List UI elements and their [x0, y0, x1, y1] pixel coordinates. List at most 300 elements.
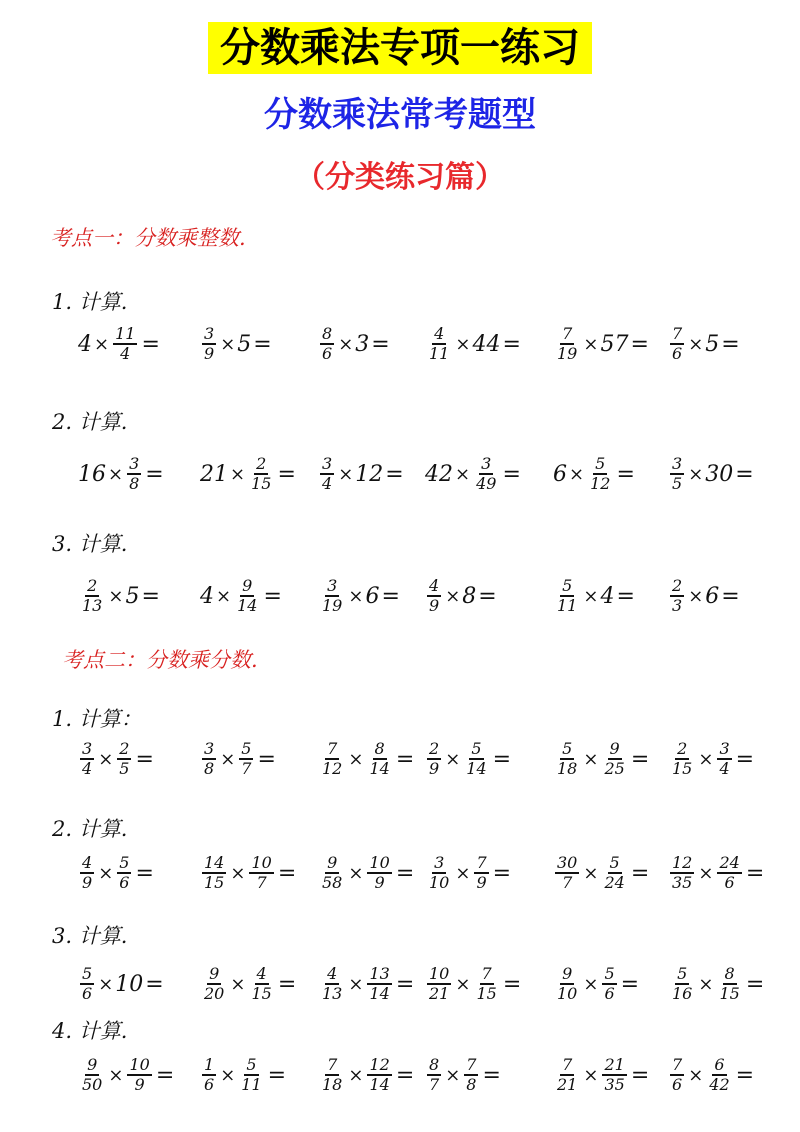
times-sign: ×: [583, 862, 599, 884]
denominator: 21: [429, 984, 450, 1003]
math-problem: [318, 842, 414, 904]
times-sign: ×: [108, 463, 124, 485]
numerator: 3: [327, 576, 338, 595]
denominator: 42: [709, 1075, 730, 1094]
numerator: 4: [327, 964, 338, 983]
fraction: [80, 741, 94, 777]
fraction: [474, 966, 498, 1002]
times-sign: ×: [583, 585, 599, 607]
times-sign: ×: [98, 973, 114, 995]
math-problem: [425, 565, 497, 627]
numerator: 6: [714, 1055, 725, 1074]
equals-sign: =: [381, 583, 400, 609]
numerator: 3: [322, 454, 333, 473]
math-problem: [553, 443, 635, 505]
fraction: [555, 855, 579, 891]
numerator: 2: [256, 454, 267, 473]
equals-sign: =: [277, 860, 297, 886]
integer: 4: [200, 583, 214, 609]
times-sign: ×: [94, 333, 110, 355]
equals-sign: =: [395, 1062, 415, 1088]
denominator: 13: [82, 596, 103, 615]
fraction: [320, 578, 344, 614]
times-sign: ×: [348, 973, 364, 995]
math-problem: [425, 1044, 501, 1106]
denominator: 9: [476, 873, 487, 892]
times-sign: ×: [455, 463, 471, 485]
denominator: 7: [429, 1075, 440, 1094]
problem-row: [0, 313, 800, 375]
fraction: [717, 741, 731, 777]
group-label: 3. 计算.: [52, 532, 128, 556]
equals-sign: =: [263, 583, 282, 609]
times-sign: ×: [455, 862, 471, 884]
fraction: [127, 456, 141, 492]
times-sign: ×: [445, 1064, 461, 1086]
numerator: 8: [429, 1055, 440, 1074]
equals-sign: =: [630, 860, 650, 886]
times-sign: ×: [220, 1064, 236, 1086]
denominator: 9: [374, 873, 385, 892]
math-problem: [200, 313, 272, 375]
denominator: 16: [672, 984, 693, 1003]
fraction: [235, 578, 259, 614]
fraction: [555, 741, 579, 777]
group-label: 1. 计算.: [52, 290, 128, 314]
denominator: 19: [322, 596, 343, 615]
numerator: 5: [82, 964, 93, 983]
fraction: [320, 855, 344, 891]
numerator: 8: [724, 964, 735, 983]
fraction: [239, 741, 253, 777]
numerator: 7: [672, 1055, 683, 1074]
equals-sign: =: [616, 583, 635, 609]
numerator: 7: [327, 1055, 338, 1074]
numerator: 10: [129, 1055, 150, 1074]
numerator: 10: [369, 853, 390, 872]
math-problem: [553, 842, 649, 904]
math-problem: [425, 443, 521, 505]
numerator: 4: [429, 576, 440, 595]
denominator: 11: [241, 1075, 262, 1094]
page-title: 分数乘法专项一练习: [208, 22, 592, 74]
denominator: 50: [82, 1075, 103, 1094]
denominator: 25: [604, 759, 625, 778]
equals-sign: =: [145, 461, 164, 487]
numerator: 7: [672, 324, 683, 343]
fraction: [249, 855, 273, 891]
page-subtitle: 分数乘法常考题型: [264, 95, 536, 135]
numerator: 7: [562, 1055, 573, 1074]
math-problem: [78, 313, 160, 375]
denominator: 49: [476, 474, 497, 493]
integer: 42: [425, 461, 453, 487]
denominator: 10: [429, 873, 450, 892]
integer: 4: [600, 583, 615, 609]
fraction: [320, 456, 334, 492]
fraction: [367, 741, 391, 777]
denominator: 6: [322, 344, 333, 363]
denominator: 4: [322, 474, 333, 493]
fraction: [670, 741, 694, 777]
numerator: 3: [481, 454, 492, 473]
times-sign: ×: [220, 748, 236, 770]
math-problem: [318, 565, 400, 627]
equals-sign: =: [492, 860, 512, 886]
numerator: 24: [719, 853, 740, 872]
fraction: [555, 326, 579, 362]
denominator: 15: [719, 984, 740, 1003]
equals-sign: =: [267, 1062, 287, 1088]
math-problem: [78, 1044, 174, 1106]
times-sign: ×: [348, 1064, 364, 1086]
times-sign: ×: [230, 463, 246, 485]
times-sign: ×: [98, 748, 114, 770]
numerator: 9: [209, 964, 220, 983]
fraction: [367, 855, 391, 891]
problem-row: [0, 565, 800, 627]
integer: 44: [472, 331, 501, 357]
math-problem: [78, 565, 160, 627]
fraction: [427, 741, 441, 777]
times-sign: ×: [216, 585, 232, 607]
times-sign: ×: [348, 862, 364, 884]
fraction: [427, 966, 451, 1002]
denominator: 12: [590, 474, 611, 493]
numerator: 13: [369, 964, 390, 983]
math-problem: [425, 728, 511, 790]
fraction: [117, 855, 131, 891]
denominator: 9: [134, 1075, 145, 1094]
denominator: 8: [204, 759, 215, 778]
integer: 12: [355, 461, 384, 487]
math-problem: [668, 1044, 754, 1106]
denominator: 9: [429, 759, 440, 778]
equals-sign: =: [630, 1062, 650, 1088]
fraction: [707, 1057, 731, 1093]
denominator: 6: [672, 1075, 683, 1094]
numerator: 9: [242, 576, 253, 595]
math-problem: [553, 565, 635, 627]
numerator: 4: [82, 853, 93, 872]
math-problem: [425, 953, 521, 1015]
math-problem: [78, 842, 154, 904]
numerator: 12: [369, 1055, 390, 1074]
times-sign: ×: [569, 463, 585, 485]
fraction: [588, 456, 612, 492]
numerator: 10: [251, 853, 272, 872]
group-label: 4. 计算.: [52, 1019, 128, 1043]
numerator: 3: [204, 739, 215, 758]
equals-sign: =: [502, 971, 522, 997]
fraction: [555, 578, 579, 614]
times-sign: ×: [455, 973, 471, 995]
math-problem: [78, 953, 164, 1015]
equals-sign: =: [135, 746, 154, 772]
fraction: [320, 741, 344, 777]
numerator: 9: [609, 739, 620, 758]
denominator: 13: [322, 984, 343, 1003]
fraction: [80, 1057, 104, 1093]
denominator: 20: [204, 984, 225, 1003]
numerator: 7: [327, 739, 338, 758]
fraction: [427, 326, 451, 362]
numerator: 5: [119, 853, 130, 872]
denominator: 7: [562, 873, 573, 892]
times-sign: ×: [688, 1064, 704, 1086]
integer: 57: [600, 331, 629, 357]
times-sign: ×: [688, 333, 704, 355]
fraction: [555, 966, 579, 1002]
group-label: 2. 计算.: [52, 410, 128, 434]
numerator: 3: [129, 454, 140, 473]
denominator: 8: [466, 1075, 477, 1094]
math-problem: [318, 1044, 414, 1106]
numerator: 11: [115, 324, 136, 343]
times-sign: ×: [583, 1064, 599, 1086]
denominator: 8: [129, 474, 140, 493]
math-problem: [668, 443, 754, 505]
group-label: 3. 计算.: [52, 924, 128, 948]
fraction: [80, 966, 94, 1002]
integer: 10: [115, 971, 144, 997]
numerator: 5: [677, 964, 688, 983]
numerator: 2: [672, 576, 683, 595]
math-problem: [553, 313, 649, 375]
numerator: 2: [429, 739, 440, 758]
fraction: [670, 326, 684, 362]
times-sign: ×: [583, 748, 599, 770]
times-sign: ×: [348, 748, 364, 770]
fraction: [670, 456, 684, 492]
equals-sign: =: [620, 971, 640, 997]
denominator: 24: [604, 873, 625, 892]
equals-sign: =: [277, 461, 296, 487]
numerator: 3: [719, 739, 730, 758]
equals-sign: =: [155, 1062, 175, 1088]
numerator: 5: [471, 739, 482, 758]
fraction: [113, 326, 137, 362]
fraction: [602, 1057, 626, 1093]
denominator: 11: [557, 596, 578, 615]
denominator: 5: [672, 474, 683, 493]
topic-heading: 考点二：分数乘分数.: [62, 648, 258, 672]
denominator: 4: [82, 759, 93, 778]
fraction: [80, 578, 104, 614]
equals-sign: =: [735, 746, 755, 772]
equals-sign: =: [721, 331, 740, 357]
integer: 30: [705, 461, 734, 487]
numerator: 7: [562, 324, 573, 343]
fraction: [474, 855, 488, 891]
times-sign: ×: [583, 973, 599, 995]
denominator: 58: [322, 873, 343, 892]
numerator: 8: [374, 739, 385, 758]
times-sign: ×: [698, 748, 714, 770]
equals-sign: =: [502, 461, 521, 487]
denominator: 12: [322, 759, 343, 778]
math-problem: [553, 1044, 649, 1106]
denominator: 6: [604, 984, 615, 1003]
denominator: 3: [672, 596, 683, 615]
equals-sign: =: [253, 331, 272, 357]
numerator: 3: [672, 454, 683, 473]
denominator: 15: [672, 759, 693, 778]
times-sign: ×: [688, 463, 704, 485]
denominator: 11: [429, 344, 450, 363]
times-sign: ×: [338, 463, 354, 485]
problem-row: [0, 842, 800, 904]
times-sign: ×: [338, 333, 354, 355]
equals-sign: =: [630, 331, 649, 357]
math-problem: [318, 313, 390, 375]
fraction: [367, 1057, 391, 1093]
numerator: 21: [604, 1055, 625, 1074]
denominator: 14: [369, 1075, 390, 1094]
denominator: 9: [82, 873, 93, 892]
equals-sign: =: [257, 746, 276, 772]
times-sign: ×: [688, 585, 704, 607]
fraction: [320, 1057, 344, 1093]
denominator: 6: [724, 873, 735, 892]
numerator: 5: [609, 853, 620, 872]
numerator: 5: [246, 1055, 257, 1074]
numerator: 7: [466, 1055, 477, 1074]
integer: 5: [125, 583, 140, 609]
denominator: 15: [204, 873, 225, 892]
equals-sign: =: [385, 461, 404, 487]
numerator: 12: [672, 853, 693, 872]
fraction: [602, 966, 616, 1002]
equals-sign: =: [478, 583, 497, 609]
times-sign: ×: [230, 862, 246, 884]
math-problem: [200, 443, 296, 505]
denominator: 14: [237, 596, 258, 615]
denominator: 18: [322, 1075, 343, 1094]
problem-row: [0, 728, 800, 790]
equals-sign: =: [616, 461, 635, 487]
math-problem: [668, 953, 764, 1015]
equals-sign: =: [492, 746, 512, 772]
fraction: [464, 741, 488, 777]
fraction: [320, 326, 334, 362]
equals-sign: =: [502, 331, 521, 357]
math-problem: [668, 728, 754, 790]
denominator: 15: [251, 474, 272, 493]
problem-row: [0, 443, 800, 505]
denominator: 9: [204, 344, 215, 363]
fraction: [427, 855, 451, 891]
denominator: 15: [251, 984, 272, 1003]
denominator: 6: [204, 1075, 215, 1094]
fraction: [670, 855, 694, 891]
fraction: [249, 456, 273, 492]
times-sign: ×: [108, 585, 124, 607]
math-problem: [425, 842, 511, 904]
group-label: 1. 计算：: [52, 707, 142, 731]
numerator: 3: [434, 853, 445, 872]
numerator: 5: [595, 454, 606, 473]
fraction: [670, 1057, 684, 1093]
fraction: [202, 741, 216, 777]
math-problem: [318, 443, 404, 505]
math-problem: [200, 953, 296, 1015]
numerator: 9: [562, 964, 573, 983]
integer: 5: [237, 331, 252, 357]
fraction: [239, 1057, 263, 1093]
math-problem: [668, 842, 764, 904]
integer: 21: [200, 461, 228, 487]
fraction: [202, 326, 216, 362]
numerator: 3: [204, 324, 215, 343]
denominator: 5: [119, 759, 130, 778]
fraction: [202, 966, 226, 1002]
denominator: 14: [369, 759, 390, 778]
integer: 5: [705, 331, 720, 357]
fraction: [670, 966, 694, 1002]
times-sign: ×: [108, 1064, 124, 1086]
numerator: 5: [562, 739, 573, 758]
times-sign: ×: [455, 333, 471, 355]
math-problem: [318, 728, 414, 790]
denominator: 19: [557, 344, 578, 363]
denominator: 7: [256, 873, 267, 892]
times-sign: ×: [98, 862, 114, 884]
fraction: [249, 966, 273, 1002]
integer: 6: [553, 461, 567, 487]
equals-sign: =: [141, 583, 160, 609]
numerator: 3: [82, 739, 93, 758]
math-problem: [668, 313, 740, 375]
numerator: 14: [204, 853, 225, 872]
times-sign: ×: [583, 333, 599, 355]
topic-heading: 考点一：分数乘整数.: [50, 226, 246, 250]
times-sign: ×: [698, 862, 714, 884]
numerator: 1: [204, 1055, 215, 1074]
math-problem: [318, 953, 414, 1015]
denominator: 18: [557, 759, 578, 778]
group-label: 2. 计算.: [52, 817, 128, 841]
numerator: 2: [87, 576, 98, 595]
times-sign: ×: [445, 585, 461, 607]
equals-sign: =: [745, 860, 765, 886]
problem-row: [0, 953, 800, 1015]
numerator: 7: [481, 964, 492, 983]
times-sign: ×: [445, 748, 461, 770]
fraction: [670, 578, 684, 614]
equals-sign: =: [745, 971, 765, 997]
fraction: [367, 966, 391, 1002]
integer: 8: [462, 583, 477, 609]
math-problem: [553, 953, 639, 1015]
fraction: [427, 1057, 441, 1093]
equals-sign: =: [735, 461, 754, 487]
math-problem: [200, 565, 282, 627]
equals-sign: =: [630, 746, 650, 772]
equals-sign: =: [145, 971, 164, 997]
numerator: 10: [429, 964, 450, 983]
denominator: 7: [241, 759, 252, 778]
equals-sign: =: [395, 860, 415, 886]
denominator: 6: [119, 873, 130, 892]
integer: 16: [78, 461, 106, 487]
numerator: 2: [677, 739, 688, 758]
fraction: [127, 1057, 151, 1093]
page-subtitle-category: （分类练习篇）: [295, 160, 505, 195]
fraction: [464, 1057, 478, 1093]
numerator: 9: [87, 1055, 98, 1074]
integer: 3: [355, 331, 370, 357]
